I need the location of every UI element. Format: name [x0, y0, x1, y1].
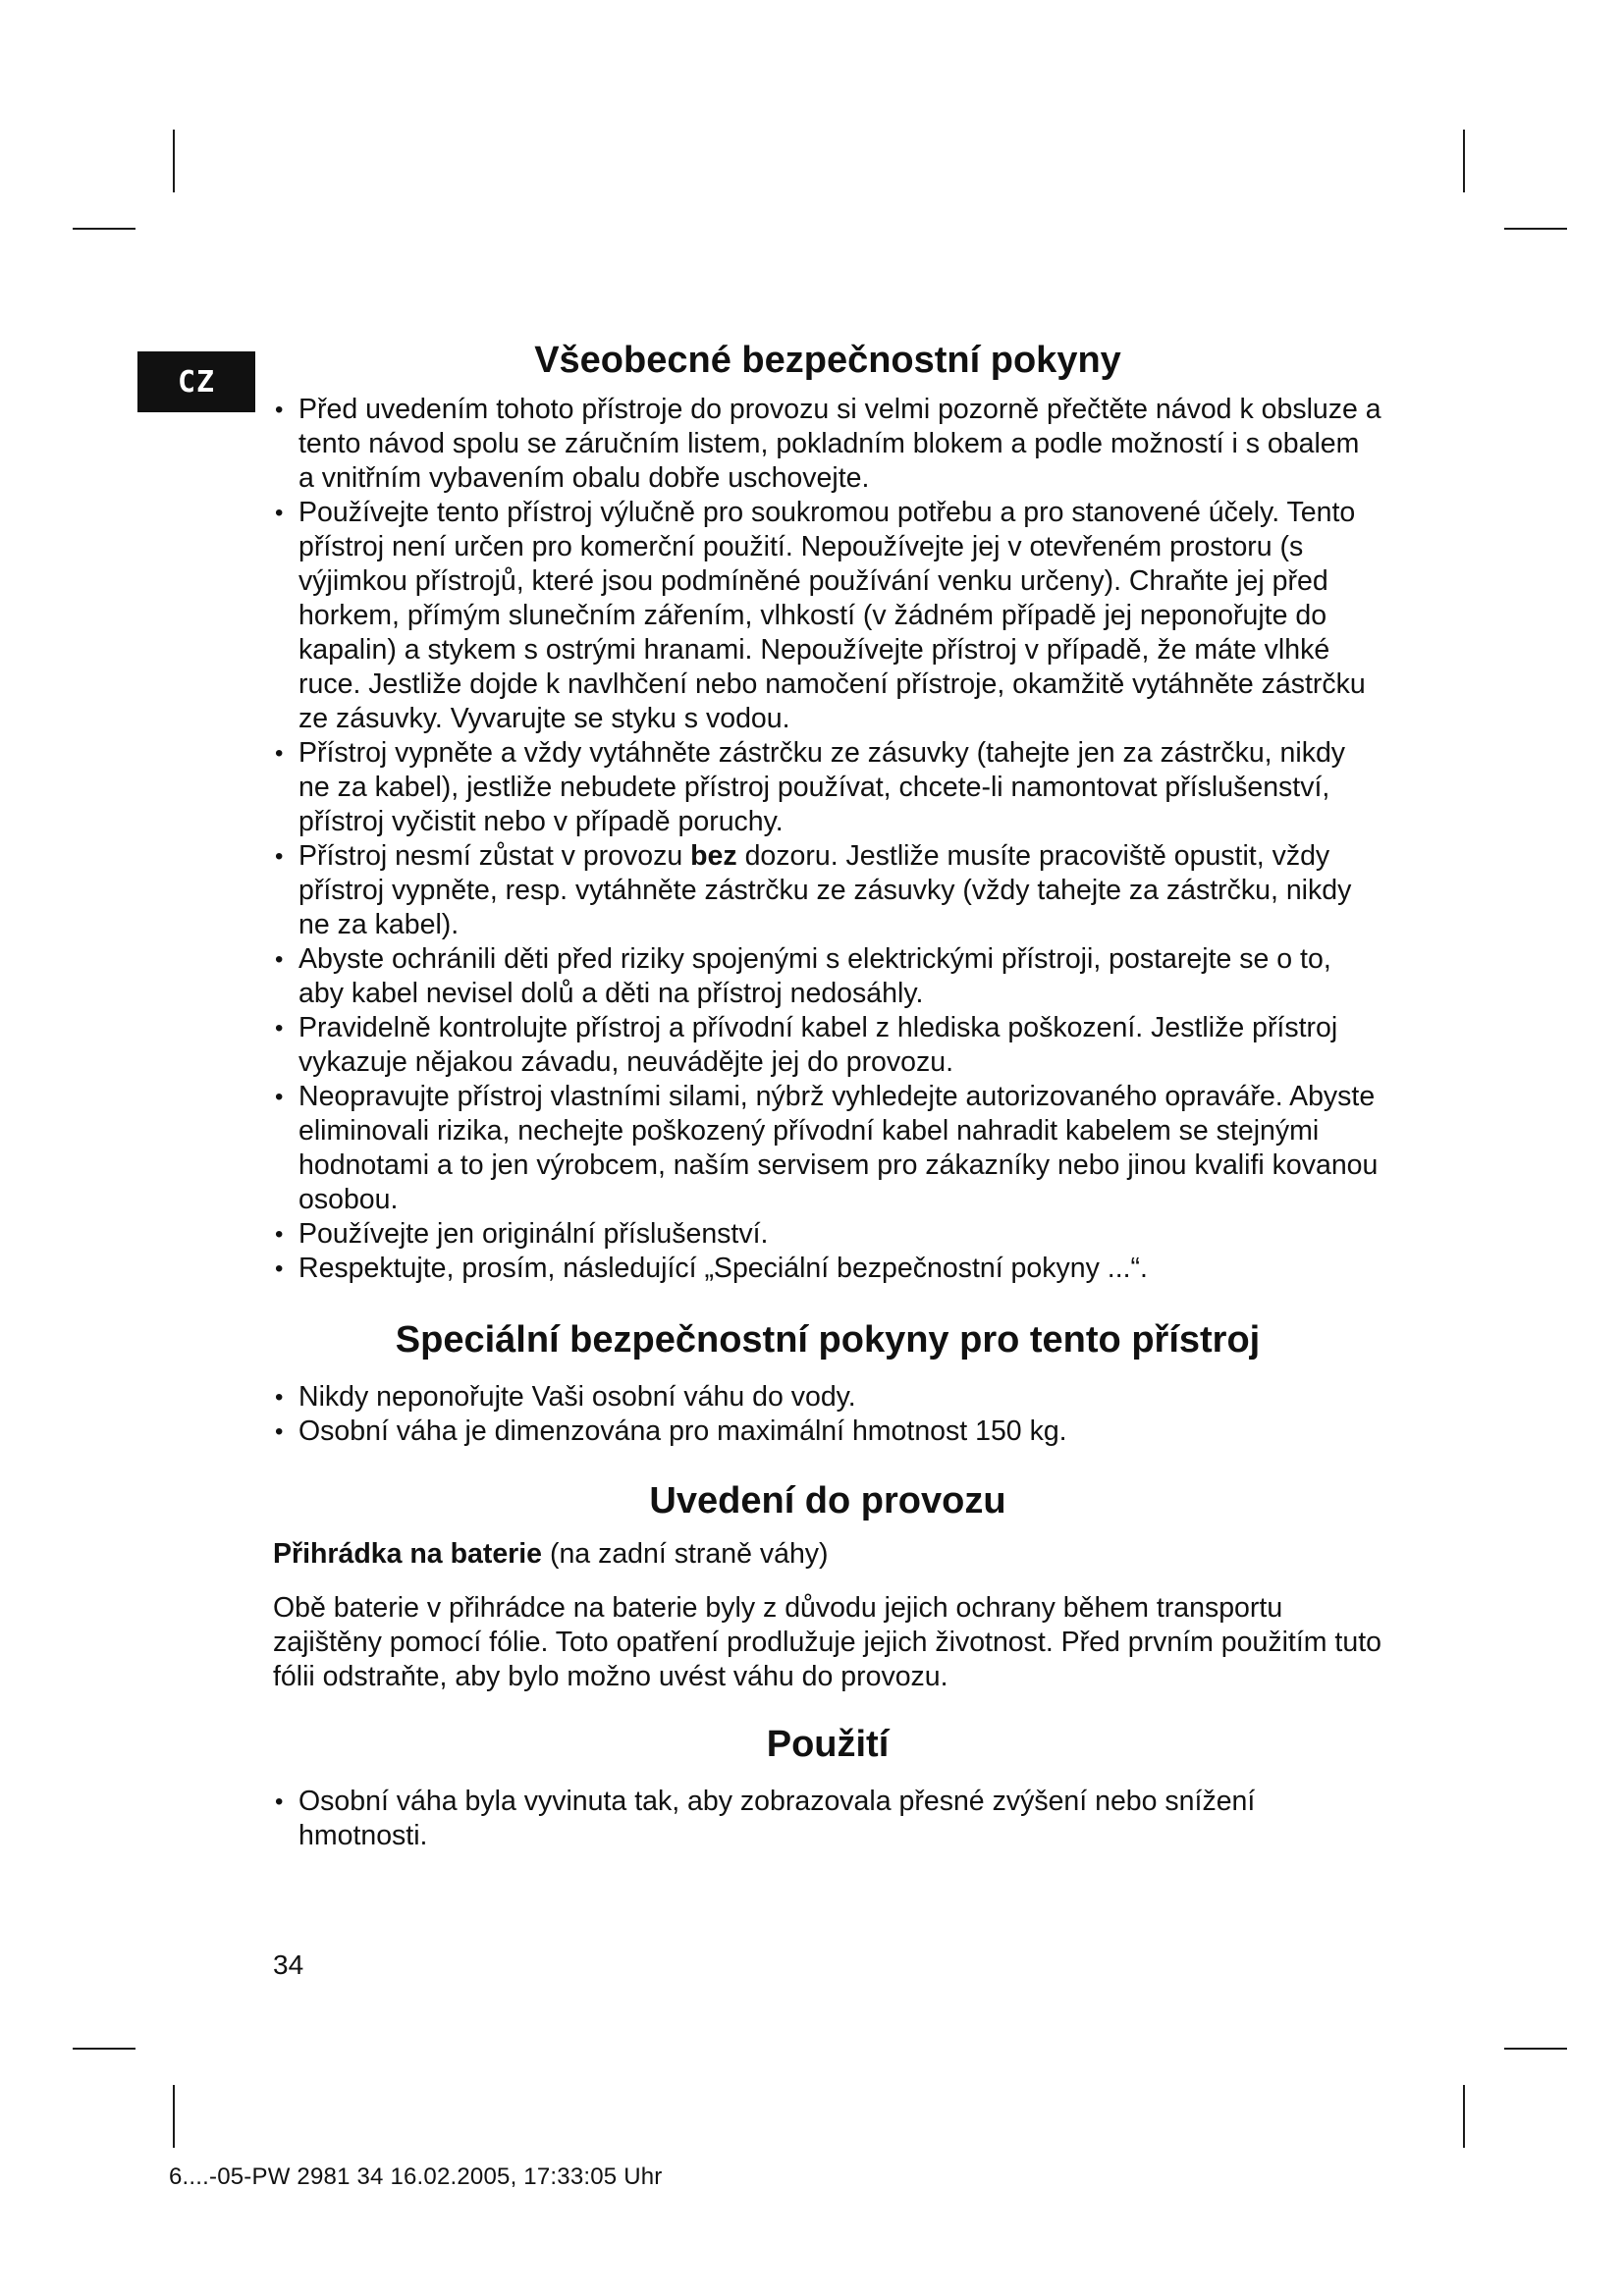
crop-mark [73, 228, 135, 230]
crop-mark [173, 130, 175, 192]
list-item: • Osobní váha je dimenzována pro maximální hmotnost 150 kg. [273, 1415, 1382, 1449]
bold-text: bez [690, 840, 737, 872]
subheading [273, 1537, 1382, 1572]
crop-mark [73, 2048, 135, 2050]
list-item: • Před uvedením tohoto přístroje do provozu si velmi pozorně přečtěte návod k obsluze a tento návod spolu se záručním listem, pokladním blokem a podle možností i s obalem a vnitřním vybavením obalu dobře uschovejte. [273, 393, 1382, 496]
list-item: • Neopravujte přístroj vlastními silami, nýbrž vyhledejte autorizovaného opraváře. Abyste eliminovali rizika, nechejte poškozený přívodní kabel nahradit kabelem se stejnými hodnotami a to jen výrobcem, naším servisem pro zákazníky nebo jinou kvalifi kovanou osobou. [273, 1080, 1382, 1217]
bold-text: Přihrádka na baterie [273, 1538, 543, 1570]
list-item: • Nikdy neponořujte Vaši osobní váhu do vody. [273, 1380, 1382, 1415]
section-title: Všeobecné bezpečnostní pokyny [534, 340, 1121, 381]
paragraph: Obě baterie v přihrádce na baterie byly z důvodu jejich ochrany během transportu zajištěny pomocí fólie. Toto opatření prodlužuje jejich životnost. Před prvním použitím tuto fólii odstraňte, aby bylo možno uvést váhu do provozu. [273, 1592, 1381, 1692]
special-safety-list [273, 1380, 1382, 1449]
list-item: • Respektujte, prosím, následující „Speciální bezpečnostní pokyny ...“. [273, 1252, 1382, 1286]
text: dozoru. Jestliže musíte pracoviště opustit, vždy přístroj vypněte, resp. vytáhněte zástrčku ze zásuvky (vždy tahejte za zástrčku, nikdy ne za kabel). [298, 840, 1352, 940]
list-item: • Abyste ochránili děti před riziky spojenými s elektrickými přístroji, postarejte se o to, aby kabel nevisel dolů a děti na přístroj nedosáhly. [273, 942, 1382, 1011]
list-item: • Pravidelně kontrolujte přístroj a přívodní kabel z hlediska poškození. Jestliže přístroj vykazuje nějakou závadu, neuvádějte jej do provozu. [273, 1011, 1382, 1080]
crop-mark [1504, 2048, 1567, 2050]
section-title: Uvedení do provozu [649, 1480, 1006, 1522]
usage-list [273, 1785, 1382, 1853]
language-tab: CZ [137, 351, 255, 412]
list-item: • Používejte tento přístroj výlučně pro soukromou potřebu a pro stanovené účely. Tento přístroj není určen pro komerční použití. Nepoužívejte jej v otevřeném prostoru (s výjimkou přístrojů, které jsou podmíněné používání venku určeny). Chraňte jej před horkem, přímým slunečním zářením, vlhkostí (v žádném případě jej neponořujte do kapalin) a stykem s ostrými hranami. Nepoužívejte přístroj v případě, že máte vlhké ruce. Jestliže dojde k navlhčení nebo namočení přístroje, okamžitě vytáhněte zástrčku ze zásuvky. Vyvarujte se styku s vodou. [273, 496, 1382, 736]
list-item [273, 839, 1382, 942]
list-item: • Používejte jen originální příslušenství. [273, 1217, 1382, 1252]
general-safety-list [273, 393, 1382, 1286]
section-title: Speciální bezpečnostní pokyny pro tento přístroj [395, 1319, 1261, 1361]
crop-mark [173, 2085, 175, 2148]
page-number: 34 [273, 1949, 304, 1980]
text: Přístroj nesmí zůstat v provozu [298, 840, 691, 872]
list-item: • Osobní váha byla vyvinuta tak, aby zobrazovala přesné zvýšení nebo snížení hmotnosti. [273, 1785, 1382, 1853]
crop-mark [1463, 2085, 1465, 2148]
section-title: Použití [766, 1724, 890, 1765]
page-content [273, 338, 1382, 1853]
crop-mark [1504, 228, 1567, 230]
text: (na zadní straně váhy) [542, 1538, 829, 1570]
crop-mark [1463, 130, 1465, 192]
list-item: • Přístroj vypněte a vždy vytáhněte zástrčku ze zásuvky (tahejte jen za zástrčku, nikdy ne za kabel), jestliže nebudete přístroj používat, chcete-li namontovat příslušenství, přístroj vyčistit nebo v případě poruchy. [273, 736, 1382, 839]
print-footer: 6....-05-PW 2981 34 16.02.2005, 17:33:05 Uhr [169, 2163, 663, 2190]
